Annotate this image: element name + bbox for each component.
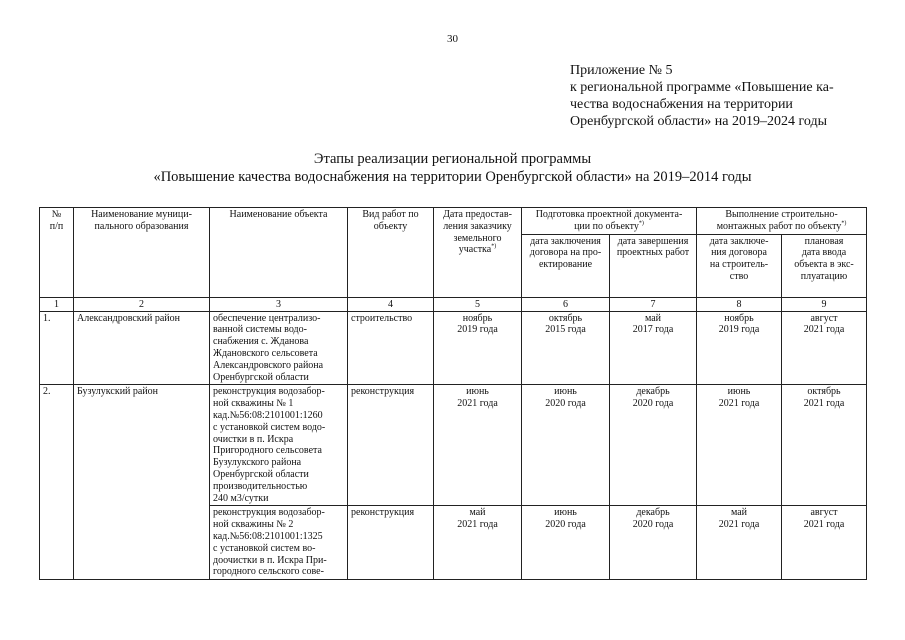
- header-municipality: [74, 208, 210, 298]
- column-number: 4: [348, 297, 434, 311]
- document-title: [0, 150, 905, 186]
- header-land-date: [434, 208, 522, 298]
- row-municipality: Александровский район: [74, 311, 210, 385]
- row-land-date-text: июнь 2021 года: [457, 386, 498, 410]
- row-commissioning-text: август 2021 года: [803, 507, 845, 531]
- column-number: 7: [610, 297, 697, 311]
- column-number: 3: [210, 297, 348, 311]
- row-design-contract-text: июнь 2020 года: [545, 386, 586, 410]
- appendix-line-3: чества водоснабжения на территории: [570, 97, 793, 112]
- row-municipality: Бузулукский район: [74, 385, 210, 580]
- header-design-group-mark: *): [638, 220, 644, 227]
- row-design-finish-text: декабрь 2020 года: [632, 507, 674, 531]
- row-construction-contract-text: май 2021 года: [718, 507, 760, 531]
- header-row-1: [40, 208, 867, 235]
- header-commissioning: [782, 234, 867, 297]
- column-number: 9: [782, 297, 867, 311]
- header-construction-group-mark: *): [841, 220, 847, 227]
- column-number: 8: [697, 297, 782, 311]
- row-object-text: реконструкция водозабор- ной скважины № 2 кад.№56:08:2101001:1325 с установкой систем во- доочистки в п. Искра При- городного сельского сове-: [213, 507, 327, 578]
- column-number: 6: [522, 297, 610, 311]
- table-row: [40, 311, 867, 385]
- header-municipality-text: Наименование муници- пального образования: [91, 209, 192, 232]
- header-construction-contract-text: дата заключе- ния договора на строитель- ство: [709, 235, 769, 282]
- table-row: [40, 385, 867, 506]
- row-design-contract: [522, 311, 610, 385]
- header-land-date-text: Дата предостав- ления заказчику земельного участка: [443, 209, 512, 256]
- appendix-line-1: Приложение № 5: [570, 63, 673, 78]
- appendix-caption: [570, 62, 870, 130]
- header-design-contract: [522, 234, 610, 297]
- row-object-text: реконструкция водозабор- ной скважины № 1 кад.№56:08:2101001:1260 с установкой систем водо- очистки в п. Искра Пригородного сельсовета Бузулукского района Оренбургской области производительностью 240 м3/сутки: [213, 386, 326, 504]
- row-design-finish: [610, 385, 697, 506]
- row-construction-contract-text: ноябрь 2019 года: [718, 312, 760, 336]
- row-design-contract-text: июнь 2020 года: [545, 507, 586, 531]
- header-design-finish: [610, 234, 697, 297]
- row-construction-contract: [697, 311, 782, 385]
- header-construction-contract: [697, 234, 782, 297]
- row-land-date-text: май 2021 года: [457, 507, 498, 531]
- row-design-contract-text: октябрь 2015 года: [545, 312, 586, 336]
- row-object: [210, 385, 348, 506]
- appendix-line-2: к региональной программе «Повышение ка-: [570, 80, 834, 95]
- column-number: 5: [434, 297, 522, 311]
- row-num: 2.: [40, 385, 74, 580]
- row-design-finish-text: май 2017 года: [632, 312, 674, 336]
- row-construction-contract: [697, 385, 782, 506]
- header-num: [40, 208, 74, 298]
- column-number: 2: [74, 297, 210, 311]
- row-num: 1.: [40, 311, 74, 385]
- row-design-finish: [610, 311, 697, 385]
- row-object: [210, 311, 348, 385]
- row-object-text: обеспечение централизо- ванной системы водо- снабжения с. Жданова Ждановского сельсовета Александровского района Оренбургской области: [213, 312, 324, 383]
- header-design-contract-text: дата заключения договора на про- ектирование: [529, 235, 602, 271]
- row-commissioning: [782, 506, 867, 580]
- row-work-type: строительство: [348, 311, 434, 385]
- page-number: 30: [447, 33, 458, 45]
- title-line-1: Этапы реализации региональной программы: [313, 151, 592, 167]
- appendix-line-4: Оренбургской области» на 2019–2024 годы: [570, 114, 827, 129]
- header-object: [210, 208, 348, 298]
- header-design-finish-text: дата завершения проектных работ: [616, 235, 690, 259]
- row-construction-contract: [697, 506, 782, 580]
- header-construction-group-text: Выполнение строительно- монтажных работ по объекту: [716, 209, 842, 232]
- row-land-date-text: ноябрь 2019 года: [457, 312, 498, 336]
- row-land-date: [434, 506, 522, 580]
- header-design-group: [522, 208, 697, 235]
- header-commissioning-text: плановая дата ввода объекта в экс- плуатацию: [794, 235, 854, 282]
- row-construction-contract-text: июнь 2021 года: [718, 386, 760, 410]
- row-design-contract: [522, 506, 610, 580]
- row-design-finish-text: декабрь 2020 года: [632, 386, 674, 410]
- row-commissioning: [782, 311, 867, 385]
- header-land-date-mark: *): [491, 244, 497, 251]
- header-construction-group: [697, 208, 867, 235]
- column-numbers-row: [40, 297, 867, 311]
- title-line-2: «Повышение качества водоснабжения на территории Оренбургской области» на 2019–2014 годы: [153, 169, 752, 185]
- header-work-type-text: Вид работ по объекту: [362, 209, 419, 232]
- header-object-text: Наименование объекта: [229, 209, 328, 220]
- header-work-type: [348, 208, 434, 298]
- row-land-date: [434, 385, 522, 506]
- stages-table: [39, 207, 867, 580]
- row-design-finish: [610, 506, 697, 580]
- row-commissioning-text: август 2021 года: [803, 312, 845, 336]
- row-commissioning: [782, 385, 867, 506]
- row-work-type: реконструкция: [348, 506, 434, 580]
- row-land-date: [434, 311, 522, 385]
- row-work-type: реконструкция: [348, 385, 434, 506]
- header-design-group-text: Подготовка проектной документа- ции по объекту: [535, 209, 683, 232]
- column-number: 1: [40, 297, 74, 311]
- row-design-contract: [522, 385, 610, 506]
- header-num-text: № п/п: [49, 209, 64, 232]
- row-object: [210, 506, 348, 580]
- row-commissioning-text: октябрь 2021 года: [803, 386, 845, 410]
